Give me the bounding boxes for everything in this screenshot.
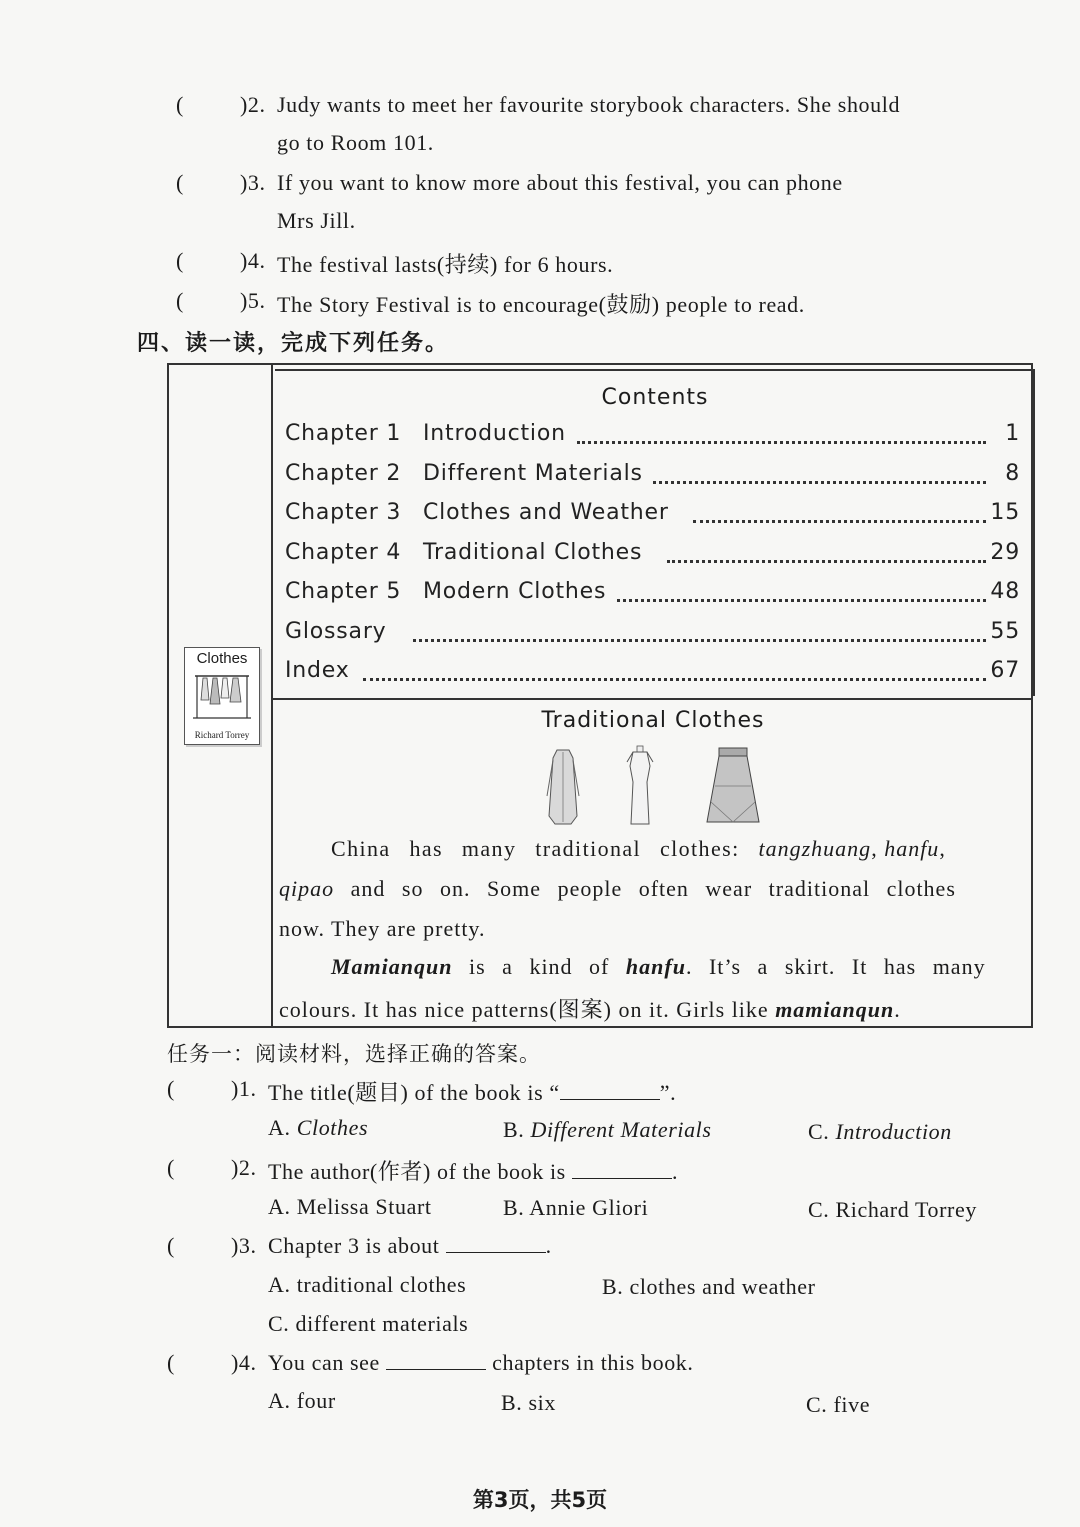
toc-row — [285, 579, 1020, 609]
text: . — [671, 1159, 679, 1184]
term-mamianqun: mamianqun — [775, 997, 895, 1022]
question-text — [268, 1076, 676, 1107]
term-hanfu: hanfu — [625, 954, 686, 979]
question-number: )4. — [231, 1350, 257, 1375]
text: . — [894, 997, 901, 1022]
toc-row — [285, 500, 1020, 530]
traditional-clothes-section — [273, 698, 1033, 1026]
answer-blank[interactable] — [572, 1160, 672, 1179]
toc-row — [285, 421, 1020, 451]
question-text — [268, 1350, 694, 1376]
answer-paren[interactable]: ( — [176, 288, 184, 313]
toc-chapter: Index — [285, 658, 350, 683]
text: China has many traditional clothes: — [331, 836, 759, 861]
question-text — [268, 1155, 678, 1186]
question-number: )2. — [240, 92, 266, 117]
answer-blank[interactable] — [560, 1081, 660, 1100]
toc-page: 67 — [990, 658, 1020, 683]
question-text: If you want to know more about this festival, you can phone — [277, 170, 843, 195]
toc-leader-dots — [363, 674, 986, 681]
term-hanfu: hanfu — [884, 836, 940, 861]
toc-page: 8 — [1005, 461, 1020, 486]
cover-title: Clothes — [196, 650, 248, 667]
toc-chapter: Chapter 1 — [285, 421, 402, 446]
toc-title: Different Materials — [423, 461, 643, 486]
option-a[interactable]: A. four — [268, 1388, 336, 1413]
toc-title: Clothes and Weather — [423, 500, 669, 525]
clothes-rack-icon — [191, 670, 253, 720]
task-heading: 任务一：阅读材料，选择正确的答案。 — [167, 1042, 541, 1066]
toc-title: Traditional Clothes — [423, 540, 643, 565]
option-b[interactable] — [503, 1117, 712, 1143]
cover-author: Richard Torrey — [194, 730, 250, 740]
toc-chapter: Chapter 3 — [285, 500, 402, 525]
toc-leader-dots — [617, 595, 986, 602]
toc-title: Modern Clothes — [423, 579, 607, 604]
answer-blank[interactable] — [446, 1234, 546, 1253]
answer-paren[interactable]: ( — [176, 170, 184, 195]
toc-leader-dots — [413, 635, 986, 642]
toc-page: 1 — [1005, 421, 1020, 446]
option-b[interactable]: B. Annie Gliori — [503, 1195, 649, 1220]
term-qipao: qipao — [279, 876, 335, 901]
toc-page: 29 — [990, 540, 1020, 565]
book-cover-column — [169, 365, 273, 1026]
question-number: )3. — [240, 170, 266, 195]
option-c[interactable] — [808, 1119, 952, 1145]
toc-leader-dots — [667, 556, 986, 563]
text: C. — [808, 1119, 836, 1144]
mamianqun-icon — [703, 746, 763, 826]
text: . — [545, 1233, 552, 1258]
question-number: )3. — [231, 1233, 257, 1258]
toc-chapter: Chapter 5 — [285, 579, 402, 604]
text: Clothes — [296, 1115, 369, 1140]
text: A. — [268, 1115, 297, 1140]
question-text: Judy wants to meet her favourite storybook characters. She should — [277, 92, 901, 117]
paragraph-1-line-1 — [331, 836, 1021, 862]
text: is a kind of — [452, 954, 626, 979]
toc-row — [285, 540, 1020, 570]
answer-paren[interactable]: ( — [176, 248, 184, 273]
qipao-icon — [623, 744, 657, 828]
question-text — [268, 1233, 552, 1259]
option-c[interactable]: C. different materials — [268, 1311, 469, 1336]
paragraph-1-line-2 — [279, 876, 956, 902]
text: You can see — [268, 1350, 387, 1375]
book-cover — [184, 647, 260, 745]
contents-table — [275, 369, 1035, 696]
option-c[interactable]: C. Richard Torrey — [808, 1197, 977, 1222]
section-title: Traditional Clothes — [541, 708, 765, 733]
text: ”. — [659, 1080, 677, 1105]
paragraph-2-line-2 — [279, 993, 901, 1024]
text: Introduction — [835, 1119, 952, 1144]
toc-page: 48 — [990, 579, 1020, 604]
option-a[interactable]: A. Melissa Stuart — [268, 1194, 432, 1219]
question-text-cont: go to Room 101. — [277, 130, 434, 155]
toc-leader-dots — [577, 437, 986, 444]
toc-row — [285, 658, 1020, 688]
paragraph-2-line-1 — [331, 954, 986, 980]
answer-paren[interactable]: ( — [167, 1233, 175, 1258]
answer-paren[interactable]: ( — [167, 1076, 175, 1101]
answer-paren[interactable]: ( — [167, 1155, 175, 1180]
toc-leader-dots — [693, 516, 986, 523]
question-number: )1. — [231, 1076, 257, 1101]
toc-title: Introduction — [423, 421, 566, 446]
text: The title(题目) of the book is “ — [268, 1080, 560, 1105]
toc-chapter: Chapter 4 — [285, 540, 402, 565]
text: , — [939, 836, 946, 861]
text: and so on. Some people often wear traditional clothes — [334, 876, 956, 901]
text: The author(作者) of the book is — [268, 1159, 572, 1184]
question-text: The Story Festival is to encourage(鼓励) people to read. — [277, 292, 805, 317]
section-heading: 四、读一读，完成下列任务。 — [137, 331, 450, 356]
text: Different Materials — [530, 1117, 712, 1142]
term-tangzhuang: tangzhuang — [758, 836, 872, 861]
question-number: )2. — [231, 1155, 257, 1180]
question-number: )4. — [240, 248, 266, 273]
text: . It’s a skirt. It has many — [685, 954, 986, 979]
answer-paren[interactable]: ( — [167, 1350, 175, 1375]
question-text-cont: Mrs Jill. — [277, 208, 356, 233]
toc-row — [285, 619, 1020, 649]
text: B. — [503, 1117, 531, 1142]
option-b[interactable]: B. clothes and weather — [602, 1274, 816, 1299]
text: chapters in this book. — [486, 1350, 694, 1375]
toc-chapter: Chapter 2 — [285, 461, 402, 486]
text: , — [871, 836, 885, 861]
toc-leader-dots — [653, 477, 986, 484]
page-number: 第3页，共5页 — [472, 1488, 608, 1512]
option-a[interactable] — [268, 1115, 368, 1141]
toc-row — [285, 461, 1020, 491]
toc-chapter: Glossary — [285, 619, 387, 644]
text: Chapter 3 is about — [268, 1233, 446, 1258]
answer-blank[interactable] — [386, 1351, 486, 1370]
question-text: The festival lasts(持续) for 6 hours. — [277, 252, 614, 277]
text: colours. It has nice patterns(图案) on it. Girls like — [279, 997, 776, 1022]
contents-heading: Contents — [601, 385, 709, 410]
option-a[interactable]: A. traditional clothes — [268, 1272, 467, 1297]
option-c[interactable]: C. five — [806, 1392, 871, 1417]
tangzhuang-icon — [543, 746, 583, 826]
answer-paren[interactable]: ( — [176, 92, 184, 117]
reading-material-box — [167, 363, 1033, 1028]
toc-page: 15 — [990, 500, 1020, 525]
option-b[interactable]: B. six — [501, 1390, 556, 1415]
toc-page: 55 — [990, 619, 1020, 644]
term-mamianqun: Mamianqun — [331, 954, 453, 979]
question-number: )5. — [240, 288, 266, 313]
paragraph-1-line-3: now. They are pretty. — [279, 916, 486, 941]
